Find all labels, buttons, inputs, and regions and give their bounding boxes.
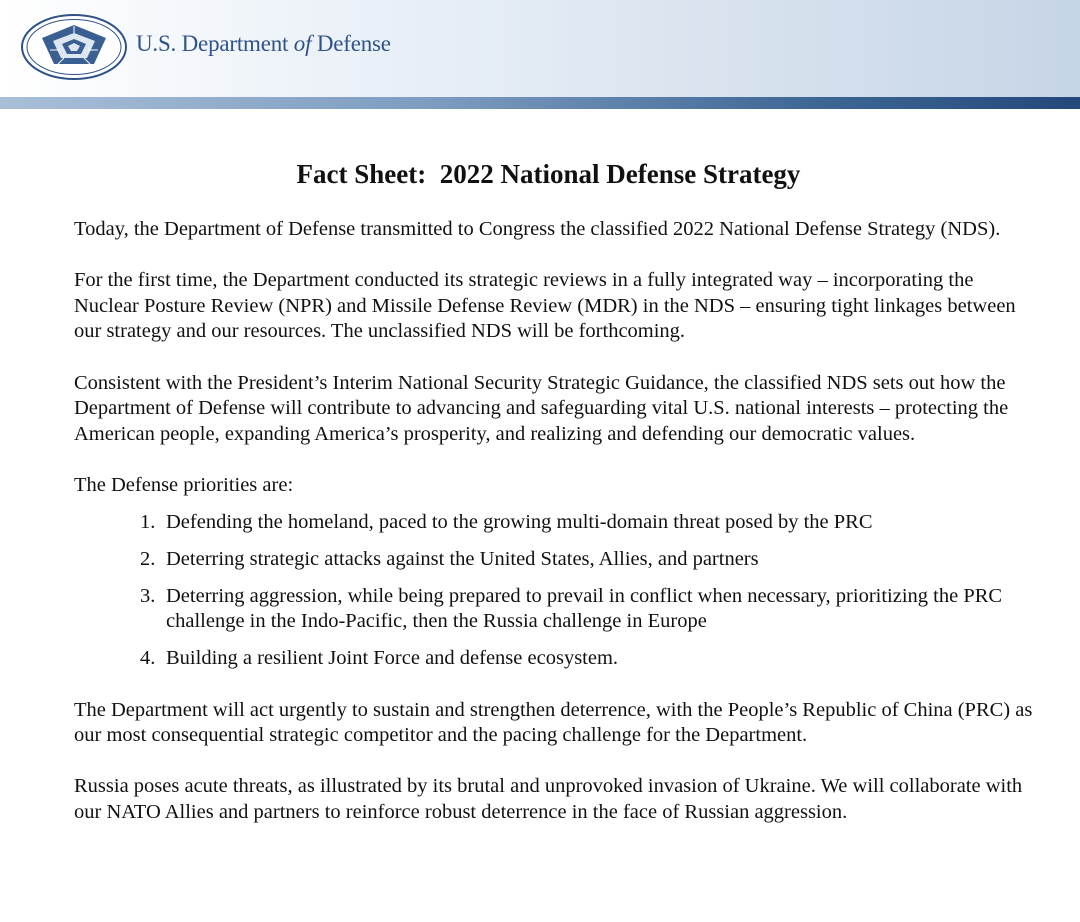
- page-title: Fact Sheet: 2022 National Defense Strategy: [296, 159, 801, 189]
- paragraph-integrated-reviews: For the first time, the Department conducted its strategic reviews in a fully integrated way – incorporating the Nuclear Posture Review (NPR) and Missile Defense Review (MDR) in the NDS – ensuring tight linkages between our strategy and our resources. The unclassified NDS will be forthcoming.: [74, 269, 1016, 343]
- priorities-list: [74, 510, 1034, 672]
- list-item-text: Deterring strategic attacks against the United States, Allies, and partners: [166, 547, 759, 570]
- list-item-number: 3.: [140, 584, 156, 607]
- list-item: [74, 547, 1034, 573]
- list-item: [74, 584, 1034, 635]
- list-item-text: Defending the homeland, paced to the growing multi-domain threat posed by the PRC: [166, 510, 873, 533]
- list-item-number: 1.: [140, 510, 156, 533]
- list-item-number: 4.: [140, 647, 156, 670]
- letterhead: [0, 0, 1080, 97]
- pentagon-seal-icon: [20, 13, 128, 81]
- paragraph-national-interests: Consistent with the President’s Interim National Security Strategic Guidance, the classified NDS sets out how the Department of Defense will contribute to advancing and safeguarding vital U.S. national interests – protecting the American people, expanding America’s prosperity, and realizing and defending our democratic values.: [74, 371, 1009, 445]
- list-item-number: 2.: [140, 547, 156, 570]
- agency-name-of: of: [293, 31, 312, 56]
- agency-name: [136, 31, 391, 57]
- paragraph-intro: Today, the Department of Defense transmitted to Congress the classified 2022 National Defense Strategy (NDS).: [74, 218, 1001, 240]
- header-rule: [0, 97, 1080, 109]
- document-body: [74, 217, 1034, 851]
- list-item: [74, 510, 1034, 536]
- list-item-text: Deterring aggression, while being prepared to prevail in conflict when necessary, prioritizing the PRC challenge in the Indo-Pacific, then the Russia challenge in Europe: [166, 584, 1003, 633]
- list-item-text: Building a resilient Joint Force and defense ecosystem.: [166, 647, 619, 670]
- agency-name-prefix: U.S. Department: [136, 31, 294, 56]
- agency-name-suffix: Defense: [311, 31, 391, 56]
- paragraph-prc-deterrence: The Department will act urgently to sustain and strengthen deterrence, with the People’s Republic of China (PRC) as our most consequential strategic competitor and the pacing challenge for the Department.: [74, 698, 1033, 747]
- paragraph-russia-threat: Russia poses acute threats, as illustrated by its brutal and unprovoked invasion of Ukraine. We will collaborate with our NATO Allies and partners to reinforce robust deterrence in the face of Russian aggression.: [74, 775, 1023, 823]
- priorities-intro: The Defense priorities are:: [74, 473, 294, 496]
- list-item: [74, 646, 1034, 672]
